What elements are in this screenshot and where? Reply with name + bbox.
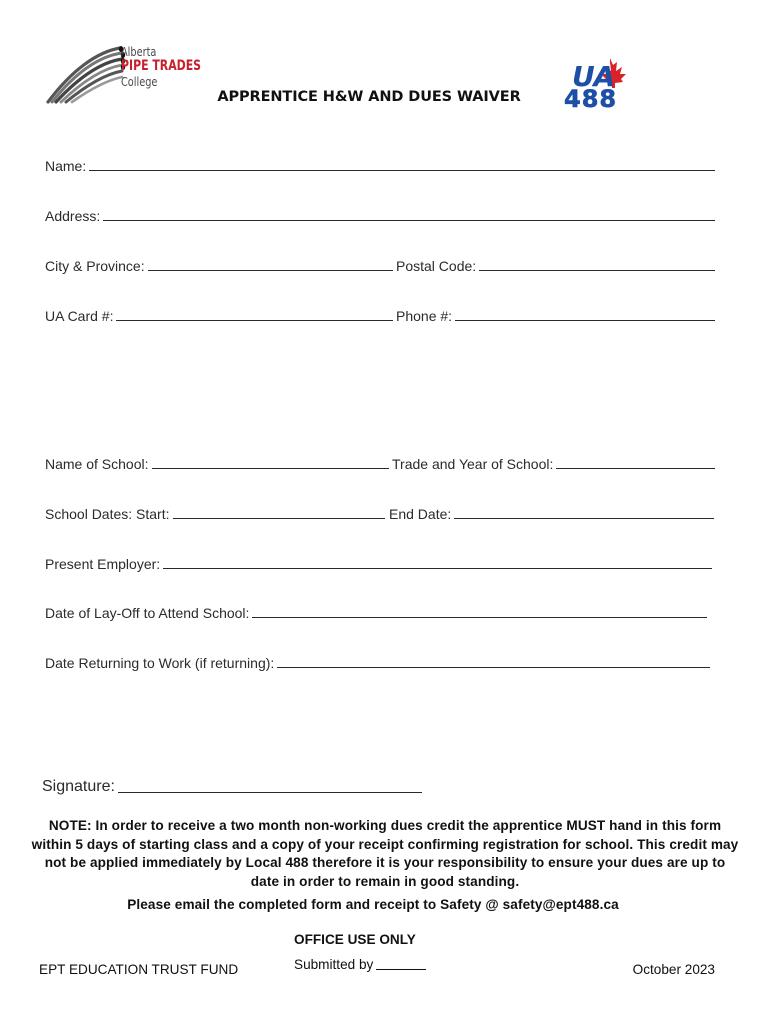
present-employer-field[interactable] bbox=[45, 554, 712, 572]
logo-line-alberta: Alberta bbox=[121, 44, 157, 59]
signature-input-line[interactable] bbox=[118, 779, 422, 793]
svg-text:UA: UA bbox=[572, 60, 616, 93]
city-province-field[interactable] bbox=[45, 256, 393, 274]
city-province-input-line[interactable] bbox=[148, 257, 393, 271]
return-date-field[interactable] bbox=[45, 653, 710, 671]
footer-date: October 2023 bbox=[632, 962, 715, 977]
ua-card-input-line[interactable] bbox=[116, 307, 393, 321]
address-input-line[interactable] bbox=[103, 207, 715, 221]
present-employer-input-line[interactable] bbox=[163, 555, 712, 569]
logo-line-college: College bbox=[121, 74, 158, 89]
trade-year-field[interactable] bbox=[392, 454, 715, 472]
submitted-by-label: Submitted by bbox=[294, 957, 374, 972]
page-title: APPRENTICE H&W AND DUES WAIVER bbox=[217, 89, 521, 105]
school-start-input-line[interactable] bbox=[173, 505, 385, 519]
end-date-input-line[interactable] bbox=[454, 505, 714, 519]
signature-field[interactable] bbox=[42, 776, 422, 796]
phone-label: Phone #: bbox=[396, 308, 453, 324]
submitted-by-input-line[interactable] bbox=[376, 957, 426, 970]
layoff-date-label: Date of Lay-Off to Attend School: bbox=[45, 605, 250, 621]
present-employer-label: Present Employer: bbox=[45, 556, 161, 572]
school-start-field[interactable] bbox=[45, 504, 385, 522]
email-instruction: Please email the completed form and receipt to Safety @ safety@ept488.ca bbox=[127, 897, 619, 912]
city-province-label: City & Province: bbox=[45, 258, 145, 274]
school-name-label: Name of School: bbox=[45, 456, 149, 472]
phone-input-line[interactable] bbox=[455, 307, 715, 321]
name-label: Name: bbox=[45, 158, 87, 174]
logo-line-pipe-trades: PIPE TRADES bbox=[121, 58, 202, 74]
svg-text:488: 488 bbox=[564, 85, 618, 110]
trade-year-input-line[interactable] bbox=[556, 455, 715, 469]
layoff-date-field[interactable] bbox=[45, 603, 707, 621]
end-date-label: End Date: bbox=[389, 506, 452, 522]
trade-year-label: Trade and Year of School: bbox=[392, 456, 554, 472]
logo-wordmark bbox=[121, 44, 201, 89]
signature-label: Signature: bbox=[42, 778, 115, 795]
return-date-label: Date Returning to Work (if returning): bbox=[45, 655, 275, 671]
school-start-label: School Dates: Start: bbox=[45, 506, 170, 522]
submitted-by-field[interactable] bbox=[294, 957, 426, 972]
school-name-input-line[interactable] bbox=[152, 455, 390, 469]
postal-code-input-line[interactable] bbox=[479, 257, 715, 271]
office-use-heading: OFFICE USE ONLY bbox=[294, 932, 416, 947]
postal-code-label: Postal Code: bbox=[396, 258, 477, 274]
footer-organization: EPT EDUCATION TRUST FUND bbox=[39, 962, 239, 977]
address-label: Address: bbox=[45, 208, 101, 224]
postal-code-field[interactable] bbox=[396, 256, 715, 274]
name-field[interactable] bbox=[45, 156, 715, 174]
phone-field[interactable] bbox=[396, 306, 715, 324]
ua-card-label: UA Card #: bbox=[45, 308, 114, 324]
address-field[interactable] bbox=[45, 206, 715, 224]
school-name-field[interactable] bbox=[45, 454, 389, 472]
layoff-date-input-line[interactable] bbox=[252, 604, 707, 618]
ua-card-field[interactable] bbox=[45, 306, 393, 324]
name-input-line[interactable] bbox=[89, 157, 715, 171]
return-date-input-line[interactable] bbox=[277, 654, 710, 668]
dues-credit-note: NOTE: In order to receive a two month non-working dues credit the apprentice MUST hand in this form within 5 days of starting class and a copy of your receipt confirming registration for school. This credit may not be applied immediately by Local 488 therefore it is your responsibility to ensure your dues are up to date in order to remain in good standing. bbox=[31, 818, 739, 889]
end-date-field[interactable] bbox=[389, 504, 714, 522]
